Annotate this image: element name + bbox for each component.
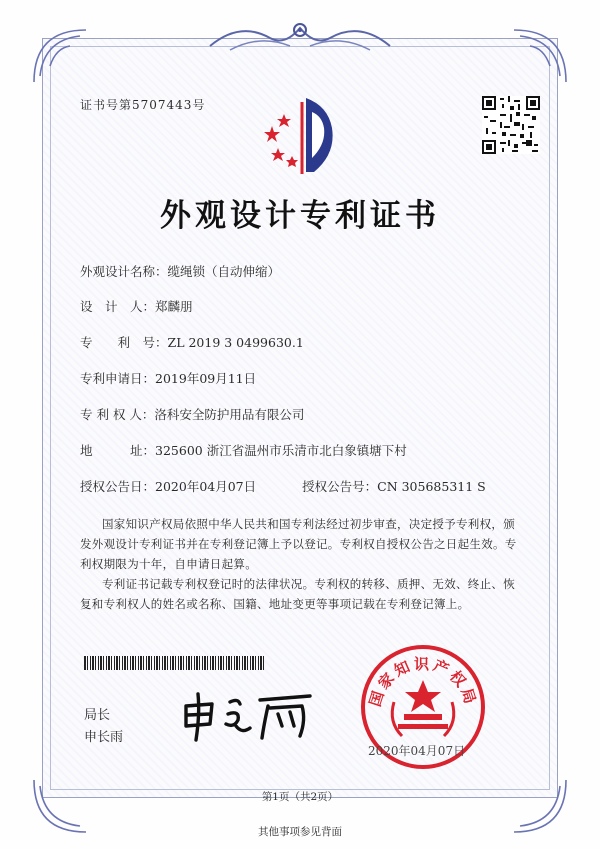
- corner-ornament-icon: [30, 26, 100, 86]
- field-label: 专 利 权 人：: [80, 407, 155, 422]
- field-label: 授权公告号：: [302, 479, 378, 494]
- certificate-title: 外观设计专利证书: [160, 198, 440, 234]
- field-value: 2020年04月07日: [155, 479, 257, 494]
- field-label: 地 址：: [80, 443, 156, 458]
- page-number: 第1页（共2页）: [261, 791, 339, 803]
- field-label: 授权公告日：: [80, 479, 156, 494]
- field-address: [80, 441, 407, 459]
- field-patent-number: [80, 333, 304, 351]
- field-design-name: [80, 262, 280, 280]
- field-label: 设 计 人：: [80, 299, 156, 314]
- field-value: 2019年09月11日: [155, 371, 257, 386]
- announcement-number: CN 305685311 S: [377, 479, 486, 494]
- field-label: 专利申请日：: [80, 371, 156, 386]
- handwritten-signature-icon: [178, 684, 318, 744]
- field-application-date: [80, 369, 256, 387]
- field-patentee: [80, 405, 304, 423]
- corner-ornament-icon: [500, 26, 570, 86]
- top-ornament-icon: [200, 16, 400, 56]
- patent-office-emblem-icon: [262, 92, 346, 176]
- field-value: 郑麟朋: [155, 299, 193, 314]
- signer-title: 局长: [84, 708, 111, 723]
- barcode-icon: [84, 656, 264, 670]
- field-label: 外观设计名称：: [80, 264, 168, 279]
- field-announcement-date: [80, 477, 486, 495]
- field-value: 缆绳锁（自动伸缩）: [167, 264, 281, 279]
- qr-code-icon: [482, 96, 540, 154]
- footer-note: 其他事项参见背面: [258, 826, 342, 838]
- seal-date: 2020年04月07日: [368, 744, 466, 758]
- field-designer: [80, 297, 193, 315]
- field-value: ZL 2019 3 0499630.1: [167, 335, 304, 350]
- certificate-number: 证书号第5707443号: [80, 98, 206, 112]
- field-value: 洛科安全防护用品有限公司: [154, 407, 305, 422]
- field-label: 专 利 号：: [80, 335, 168, 350]
- signer-name: 申长雨: [84, 730, 124, 745]
- certificate-paragraph: 专利证书记载专利权登记时的法律状况。专利权的转移、质押、无效、终止、恢复和专利权人的姓名或名称、国籍、地址变更等事项记载在专利登记簿上。: [80, 577, 515, 611]
- field-value: 325600 浙江省温州市乐清市北白象镇塘下村: [155, 443, 407, 458]
- seal-text: 国家知识产权局: [365, 655, 481, 709]
- certificate-paragraph: 国家知识产权局依照中华人民共和国专利法经过初步审查，决定授予专利权，颁发外观设计专利证书并在专利登记簿上予以登记。专利权自授权公告之日起生效。专利权期限为十年，自申请日起算。: [80, 517, 517, 571]
